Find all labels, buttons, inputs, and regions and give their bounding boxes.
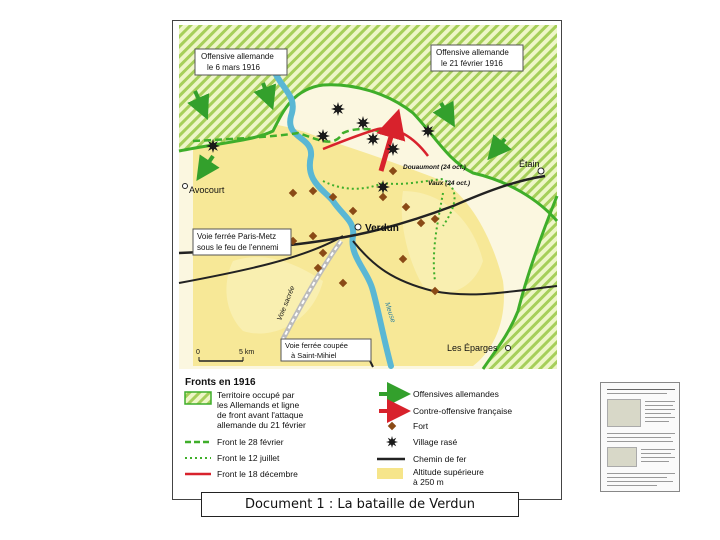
place-etain: Étain bbox=[519, 159, 540, 169]
callout-voie-ferree-coupee bbox=[281, 339, 371, 361]
svg-text:Front le 28 février: Front le 28 février bbox=[217, 437, 284, 447]
svg-text:Front le 12 juillet: Front le 12 juillet bbox=[217, 453, 280, 463]
legend-swatch-altitude bbox=[377, 468, 403, 479]
caption-text: Document 1 : La bataille de Verdun bbox=[244, 497, 476, 512]
svg-text:Altitude supérieure: Altitude supérieure bbox=[413, 467, 484, 477]
svg-text:les Allemands et ligne: les Allemands et ligne bbox=[217, 400, 300, 410]
place-avocourt: Avocourt bbox=[189, 185, 225, 195]
city-marker-icon bbox=[355, 224, 361, 230]
svg-text:Offensives allemandes: Offensives allemandes bbox=[413, 389, 499, 399]
place-vaux: Vaux (24 oct.) bbox=[428, 180, 471, 187]
svg-text:allemande du 21 février: allemande du 21 février bbox=[217, 420, 306, 430]
legend-swatch-territoire bbox=[185, 392, 211, 404]
svg-text:5 km: 5 km bbox=[239, 349, 255, 356]
city-marker-icon bbox=[183, 184, 188, 189]
village-marker bbox=[376, 180, 390, 194]
village-marker bbox=[356, 116, 370, 130]
svg-text:à 250 m: à 250 m bbox=[413, 477, 444, 487]
svg-text:sous le feu de l'ennemi: sous le feu de l'ennemi bbox=[197, 243, 279, 252]
verdun-map bbox=[173, 21, 563, 501]
svg-text:Fort: Fort bbox=[413, 421, 429, 431]
svg-text:Contre-offensive française: Contre-offensive française bbox=[413, 406, 513, 416]
city-marker-icon bbox=[506, 346, 511, 351]
label-meuse: Meuse bbox=[383, 301, 397, 324]
svg-text:le 21 février 1916: le 21 février 1916 bbox=[441, 59, 503, 68]
callout-offensive-21-fevrier bbox=[431, 45, 523, 71]
svg-text:0: 0 bbox=[196, 349, 200, 356]
svg-text:Voie ferrée Paris-Metz: Voie ferrée Paris-Metz bbox=[197, 232, 277, 241]
legend bbox=[179, 371, 557, 495]
svg-text:Chemin de fer: Chemin de fer bbox=[413, 454, 467, 464]
svg-text:Offensive allemande: Offensive allemande bbox=[436, 48, 509, 57]
svg-text:à Saint-Mihiel: à Saint-Mihiel bbox=[291, 351, 337, 360]
place-douaumont: Douaumont (24 oct.) bbox=[403, 164, 466, 171]
svg-text:Voie ferrée coupée: Voie ferrée coupée bbox=[285, 341, 348, 350]
callout-offensive-6-mars bbox=[195, 49, 287, 75]
svg-text:Village rasé: Village rasé bbox=[413, 437, 458, 447]
svg-text:Offensive allemande: Offensive allemande bbox=[201, 52, 274, 61]
document-thumbnail[interactable] bbox=[600, 382, 680, 492]
callout-voie-ferree-paris-metz bbox=[193, 229, 291, 255]
svg-text:Territoire occupé par: Territoire occupé par bbox=[217, 390, 295, 400]
village-marker bbox=[331, 102, 345, 116]
place-verdun: Verdun bbox=[365, 223, 399, 234]
svg-text:Front le 18 décembre: Front le 18 décembre bbox=[217, 469, 298, 479]
map-panel bbox=[172, 20, 562, 500]
document-caption bbox=[201, 492, 519, 517]
svg-text:le 6 mars 1916: le 6 mars 1916 bbox=[207, 63, 260, 72]
label-voie-sacree: Voie sacrée bbox=[276, 285, 297, 322]
svg-text:de front avant l'attaque: de front avant l'attaque bbox=[217, 410, 304, 420]
legend-title: Fronts en 1916 bbox=[185, 377, 256, 388]
place-les-eparges: Les Éparges bbox=[447, 343, 498, 353]
